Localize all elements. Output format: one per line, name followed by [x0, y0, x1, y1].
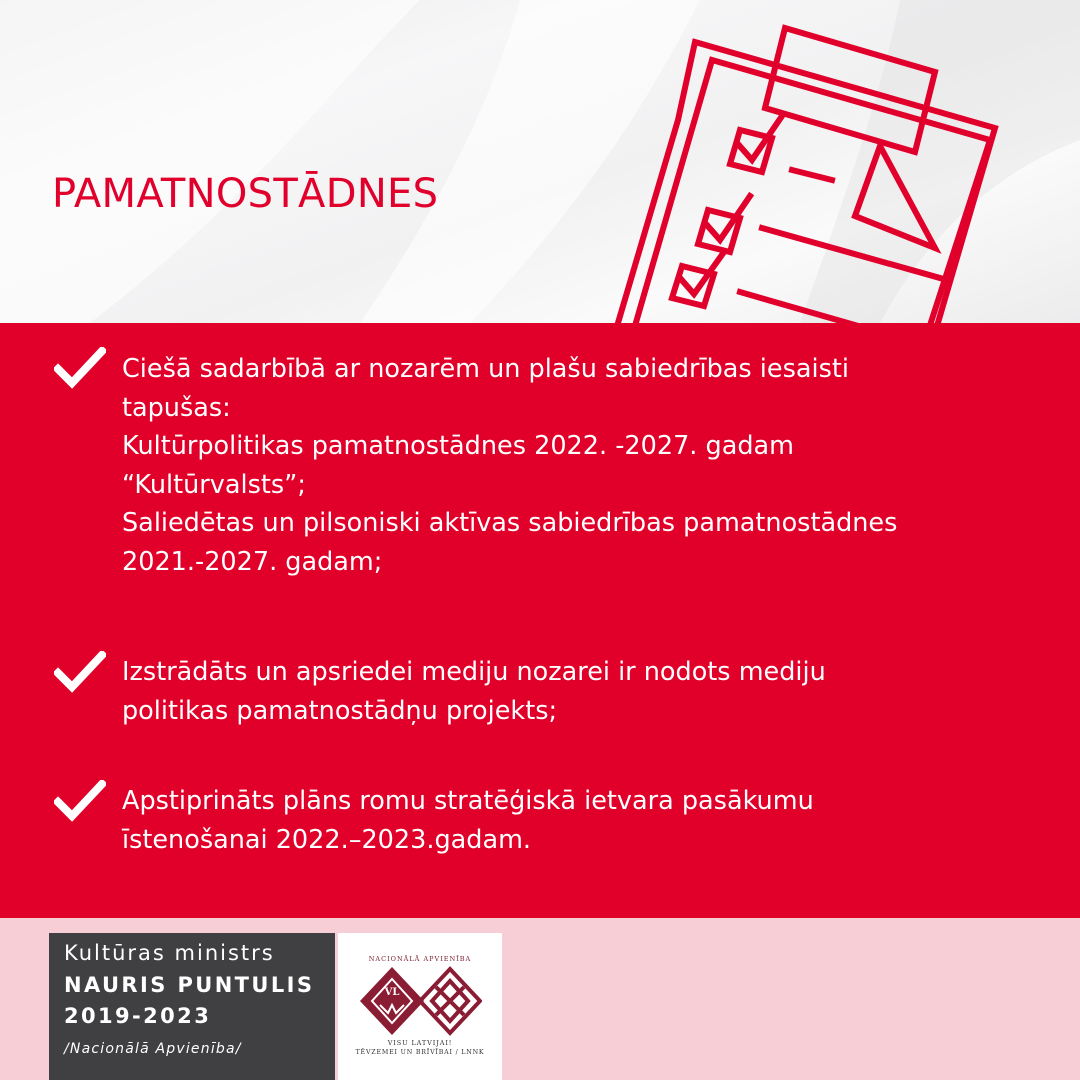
checkmark-icon	[54, 651, 106, 693]
text-line: Izstrādāts un apsriedei mediju nozarei ir nodots mediju	[122, 657, 826, 687]
checkmark-icon	[54, 347, 106, 389]
text-line: Kultūrpolitikas pamatnostādnes 2022. -2027. gadam	[122, 431, 794, 461]
minister-label: Kultūras ministrs	[64, 941, 275, 965]
minister-box	[49, 933, 335, 1080]
party-note: /Nacionālā Apvienība/	[64, 1041, 242, 1057]
list-item-text	[122, 350, 1022, 581]
party-logo-slogan-2: TĒVZEMEI UN BRĪVĪBAI / LNNK	[355, 1049, 485, 1056]
list-item-text	[122, 782, 1022, 859]
party-logo	[338, 933, 502, 1080]
party-emblem-icon	[358, 965, 482, 1037]
party-logo-slogan: VISU LATVIJAI!	[387, 1039, 453, 1047]
text-line: “Kultūrvalsts”;	[122, 469, 306, 500]
checkmark-icon	[54, 780, 106, 822]
text-line: politikas pamatnostādņu projekts;	[122, 695, 558, 726]
clipboard-checklist-icon	[600, 20, 1020, 323]
text-line: Apstiprināts plāns romu stratēģiskā ietvara pasākumu	[122, 786, 814, 816]
list-item-text	[122, 653, 1022, 730]
header-area	[0, 0, 1080, 323]
text-line: Ciešā sadarbībā ar nozarēm un plašu sabiedrības iesaisti	[122, 354, 849, 384]
minister-name: NAURIS PUNTULIS	[64, 973, 315, 997]
emblem-text: VL	[384, 987, 400, 998]
text-line: Saliedētas un pilsoniski aktīvas sabiedrības pamatnostādnes	[122, 508, 898, 538]
minister-term: 2019-2023	[64, 1004, 212, 1028]
page-title: PAMATNOSTĀDNES	[52, 171, 439, 217]
text-line: īstenošanai 2022.–2023.gadam.	[122, 824, 532, 855]
text-line: 2021.-2027. gadam;	[122, 546, 383, 577]
text-line: tapušas:	[122, 392, 231, 423]
content-panel	[0, 323, 1080, 918]
party-logo-top-text: NACIONĀLĀ APVIENĪBA	[368, 955, 472, 963]
